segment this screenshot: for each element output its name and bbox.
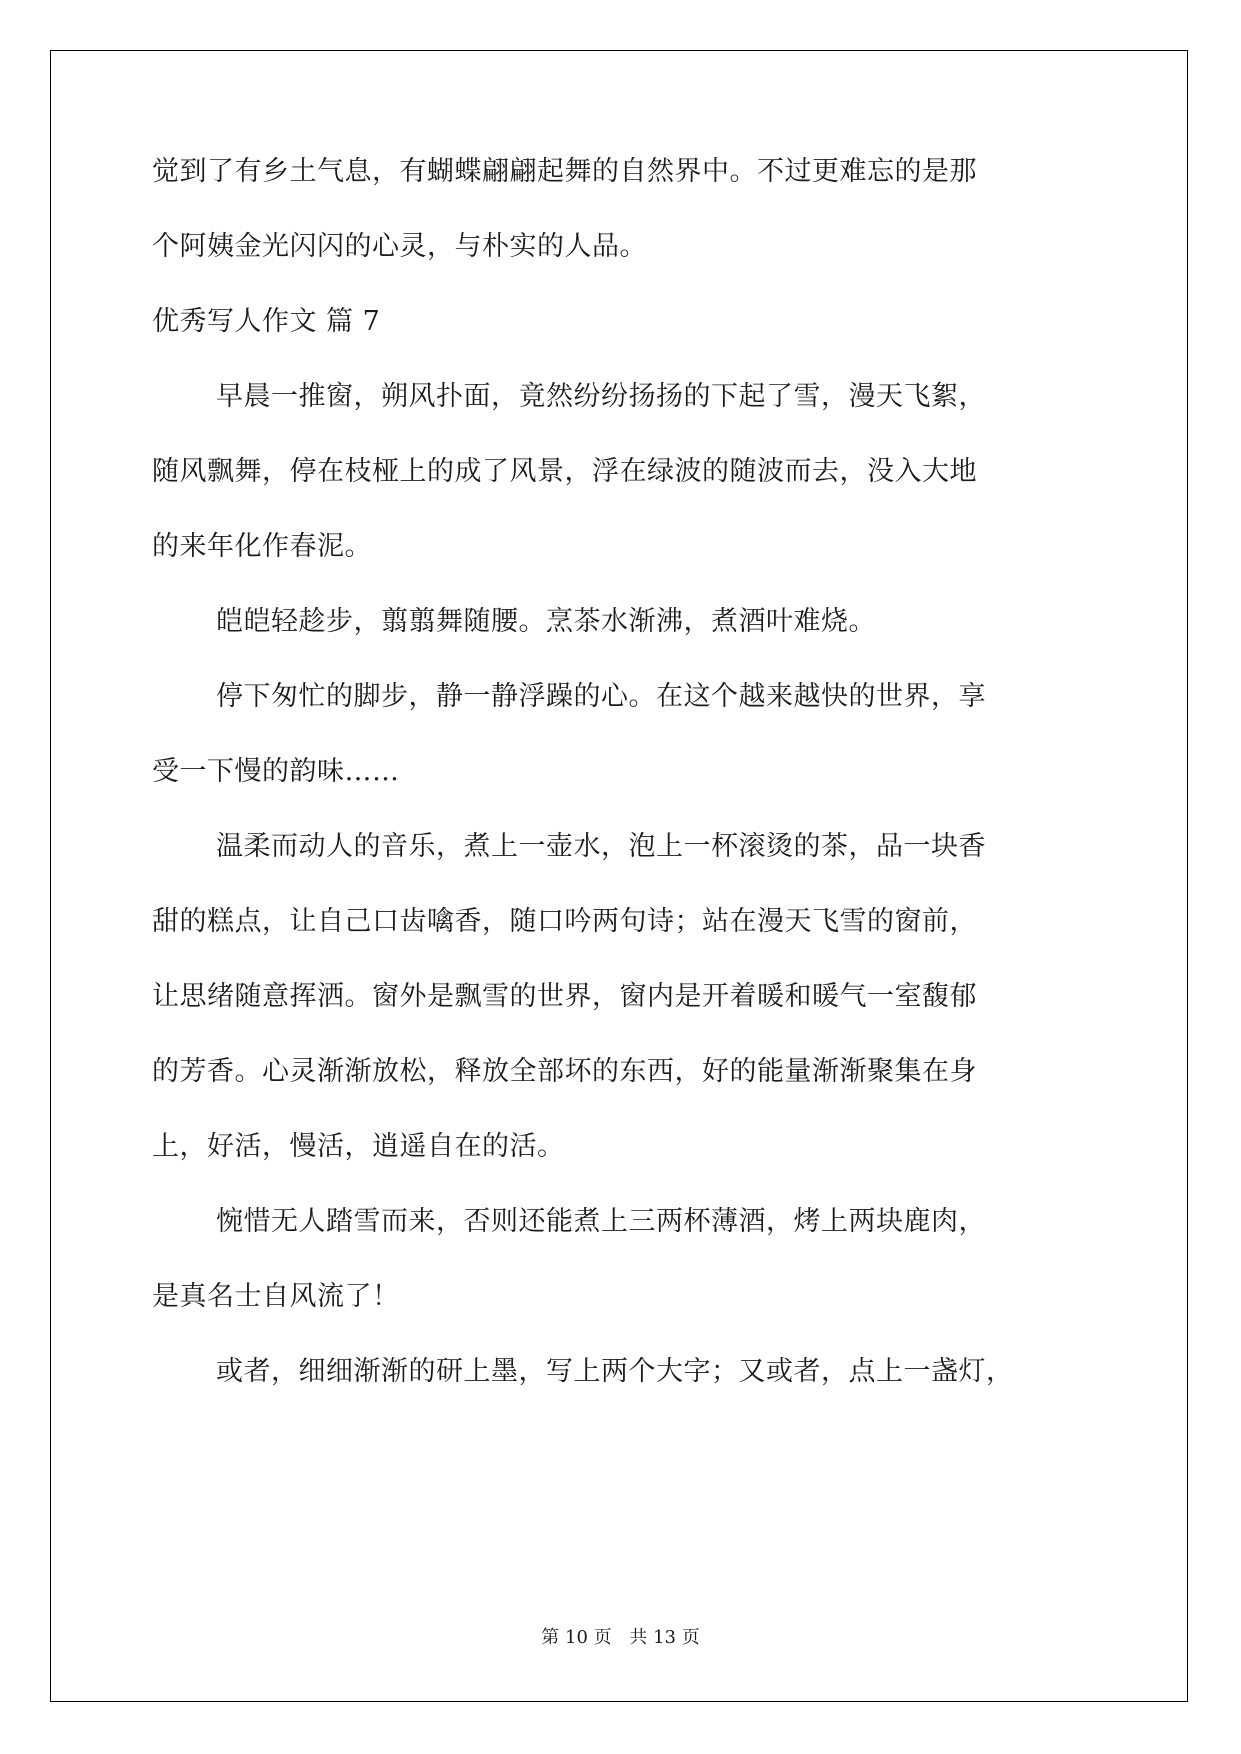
text-line: 皑皑轻趁步，翦翦舞随腰。烹茶水渐沸，煮酒叶难烧。 [216,606,876,637]
text-line: 甜的糕点，让自己口齿噙香，随口吟两句诗；站在漫天飞雪的窗前， [152,906,977,937]
page-total: 共 13 页 [629,1627,700,1648]
page-number: 第 10 页 [541,1627,612,1648]
page-footer [0,1623,1241,1649]
text-line: 早晨一推窗，朔风扑面，竟然纷纷扬扬的下起了雪，漫天飞絮， [216,381,986,412]
text-line: 温柔而动人的音乐，煮上一壶水，泡上一杯滚烫的茶，品一块香 [216,831,986,862]
text-line: 的来年化作春泥。 [152,531,372,562]
text-line: 是真名士自风流了！ [152,1281,400,1312]
section-heading: 优秀写人作文 篇 7 [152,306,381,337]
text-line: 上，好活，慢活，逍遥自在的活。 [152,1131,565,1162]
text-line: 受一下慢的韵味…… [152,756,400,787]
text-line: 随风飘舞，停在枝桠上的成了风景，浮在绿波的随波而去，没入大地 [152,456,977,487]
text-line: 的芳香。心灵渐渐放松，释放全部坏的东西，好的能量渐渐聚集在身 [152,1056,977,1087]
text-line: 觉到了有乡土气息，有蝴蝶翩翩起舞的自然界中。不过更难忘的是那 [152,156,977,187]
text-line: 惋惜无人踏雪而来，否则还能煮上三两杯薄酒，烤上两块鹿肉， [216,1206,986,1237]
text-line: 让思绪随意挥洒。窗外是飘雪的世界，窗内是开着暖和暖气一室馥郁 [152,981,977,1012]
page-frame [50,50,1188,1702]
text-line: 或者，细细渐渐的研上墨，写上两个大字；又或者，点上一盏灯， [216,1356,1014,1387]
text-line: 个阿姨金光闪闪的心灵，与朴实的人品。 [152,231,647,262]
text-line: 停下匆忙的脚步，静一静浮躁的心。在这个越来越快的世界，享 [216,681,986,712]
